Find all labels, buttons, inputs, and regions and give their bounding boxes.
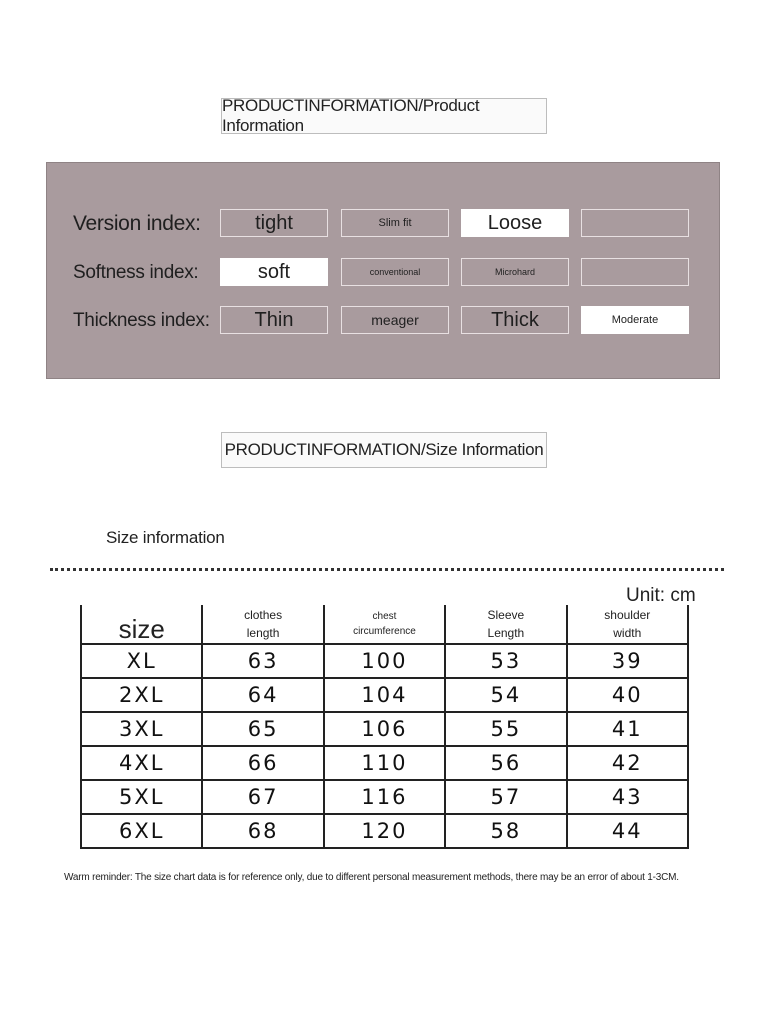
table-row (81, 644, 688, 678)
cell-shoulder: 44 (567, 814, 688, 848)
cell-shoulder: 43 (567, 780, 688, 814)
header-size-text: size (118, 614, 165, 644)
softness-option-empty (581, 258, 689, 286)
cell-clothes-length: 64 (202, 678, 323, 712)
header-line1: Sleeve (487, 608, 525, 622)
cell-chest: 116 (324, 780, 445, 814)
product-information-banner: PRODUCTINFORMATION/Product Information (221, 98, 547, 134)
thickness-option-thin: Thin (220, 306, 328, 334)
version-option-empty (581, 209, 689, 237)
cell-clothes-length: 63 (202, 644, 323, 678)
header-line2: length (246, 626, 280, 640)
table-row (81, 814, 688, 848)
cell-size: 3XL (81, 712, 202, 746)
header-shoulder-width (567, 605, 688, 644)
cell-sleeve: 53 (445, 644, 566, 678)
cell-shoulder: 40 (567, 678, 688, 712)
cell-chest: 100 (324, 644, 445, 678)
header-line2: width (613, 626, 642, 640)
thickness-option-thick: Thick (461, 306, 569, 334)
cell-sleeve: 54 (445, 678, 566, 712)
version-index-label: Version index: (73, 212, 201, 235)
softness-index-row (47, 258, 721, 288)
dotted-divider (50, 568, 724, 571)
product-index-panel (46, 162, 720, 379)
header-line2: Length (487, 626, 525, 640)
table-row (81, 712, 688, 746)
cell-sleeve: 58 (445, 814, 566, 848)
version-index-row (47, 209, 721, 239)
thickness-option-moderate: Moderate (581, 306, 689, 334)
version-option-slim-fit: Slim fit (341, 209, 449, 237)
size-information-title: Size information (106, 528, 225, 547)
cell-chest: 110 (324, 746, 445, 780)
cell-size: 2XL (81, 678, 202, 712)
header-line1: clothes (244, 608, 283, 622)
unit-label: Unit: cm (626, 585, 696, 606)
cell-clothes-length: 67 (202, 780, 323, 814)
table-row (81, 746, 688, 780)
cell-clothes-length: 68 (202, 814, 323, 848)
cell-size: 5XL (81, 780, 202, 814)
header-line2: circumference (353, 626, 416, 637)
softness-option-microhard: Microhard (461, 258, 569, 286)
cell-shoulder: 41 (567, 712, 688, 746)
softness-index-label: Softness index: (73, 262, 199, 283)
cell-chest: 104 (324, 678, 445, 712)
warm-reminder-note: Warm reminder: The size chart data is for reference only, due to different personal measurement methods, there may be an error of about 1-3CM. (64, 872, 679, 883)
cell-shoulder: 39 (567, 644, 688, 678)
cell-clothes-length: 66 (202, 746, 323, 780)
size-information-banner: PRODUCTINFORMATION/Size Information (221, 432, 547, 468)
table-header-row (81, 605, 688, 644)
version-option-tight: tight (220, 209, 328, 237)
thickness-index-label: Thickness index: (73, 310, 210, 331)
header-chest-circumference (324, 605, 445, 644)
cell-chest: 106 (324, 712, 445, 746)
cell-chest: 120 (324, 814, 445, 848)
header-line1: shoulder (604, 608, 651, 622)
cell-size: 6XL (81, 814, 202, 848)
cell-size: XL (81, 644, 202, 678)
table-row (81, 678, 688, 712)
header-size (81, 605, 202, 644)
cell-sleeve: 55 (445, 712, 566, 746)
softness-option-conventional: conventional (341, 258, 449, 286)
thickness-index-row (47, 306, 721, 336)
thickness-option-meager: meager (341, 306, 449, 334)
cell-shoulder: 42 (567, 746, 688, 780)
header-line1: chest (372, 611, 397, 622)
header-clothes-length (202, 605, 323, 644)
softness-option-soft: soft (220, 258, 328, 286)
cell-clothes-length: 65 (202, 712, 323, 746)
size-chart-table (80, 605, 689, 849)
header-sleeve-length (445, 605, 566, 644)
cell-sleeve: 57 (445, 780, 566, 814)
table-row (81, 780, 688, 814)
cell-size: 4XL (81, 746, 202, 780)
version-option-loose: Loose (461, 209, 569, 237)
cell-sleeve: 56 (445, 746, 566, 780)
